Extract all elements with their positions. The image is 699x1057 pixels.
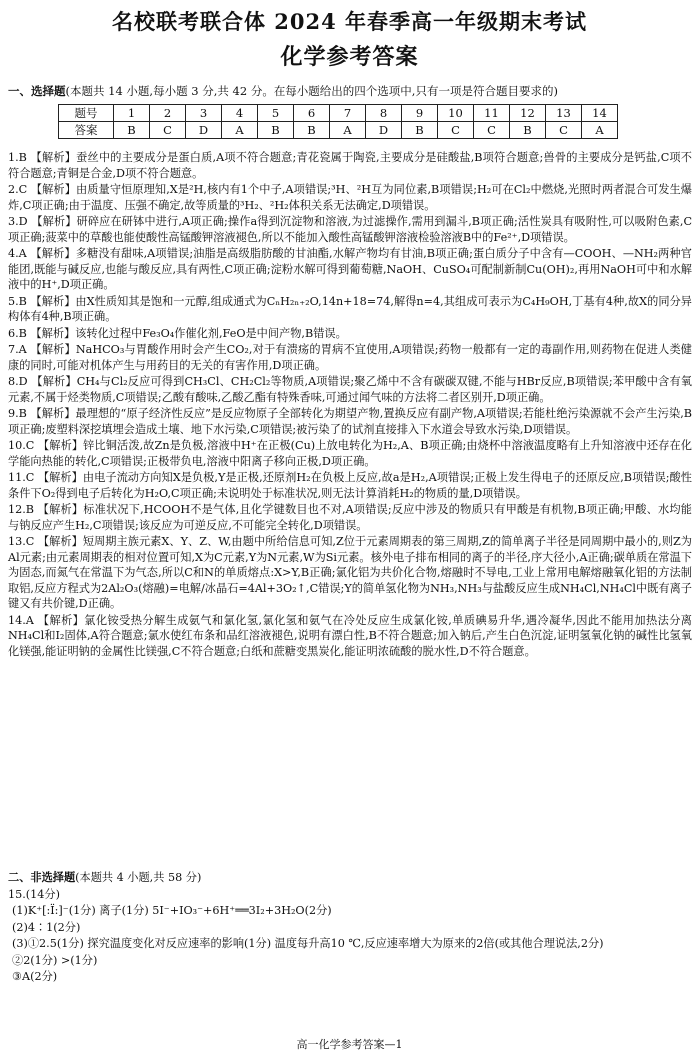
answer-table-number: 13	[546, 105, 582, 122]
question-15-answer-line: ③A(2分)	[12, 970, 58, 983]
explanation-item: 1.B 【解析】蚕丝中的主要成分是蛋白质,A项不符合题意;青花瓷属于陶瓷,主要成分是硅酸盐,B项符合题意;兽骨的主要成分是钙盐,C项不符合题意;青铜是合金,D项不符合题意。	[8, 151, 692, 180]
answer-table-answer: B	[114, 122, 150, 139]
answer-table-answer: D	[366, 122, 402, 139]
page-footer: 高一化学参考答案—1	[296, 1038, 403, 1051]
answer-table-number: 12	[510, 105, 546, 122]
explanation-item: 13.C 【解析】短周期主族元素X、Y、Z、W,由题中所给信息可知,Z位于元素周期表的第三周期,Z的简单离子半径是同周期中最小的,则Z为Al元素;由元素周期表的相对位置可知,X为C元素,Y为N元素,W为Si元素。核外电子排布相同的离子的半径,序大径小,A正确;碳单质在常温下为固态,而氮气在常温下为气态,所以C和N的单质熔点:X>Y,B正确;氯化铝为共价化合物,熔融时不导电,工业上常用电解熔融氧化铝的方法制取铝,反应方程式为2Al₂O₃(熔融)=电解/冰晶石=4Al+3O₂↑,C错误;Y的简单氢化物为NH₃,NH₃与盐酸反应生成NH₄Cl,NH₄Cl中既有离子键又有共价键,D正确。	[8, 535, 692, 610]
part1-note: (本题共 14 小题,每小题 3 分,共 42 分。在每小题给出的四个选项中,只有一项是符合题目要求的)	[65, 84, 558, 98]
explanation-item: 9.B 【解析】最理想的“原子经济性反应”是反应物原子全部转化为期望产物,置换反应有副产物,A项错误;若能杜绝污染源就不会产生污染,B项正确;废塑料深挖填埋会造成土壤、地下水污染,C项错误;被污染了的试剂直接排入下水道会导致水污染,D项错误。	[8, 407, 692, 436]
question-15-answer-line: (2)4∶1(2分)	[12, 920, 81, 934]
explanation-item: 8.D 【解析】CH₄与Cl₂反应可得到CH₃Cl、CH₂Cl₂等物质,A项错误;聚乙烯中不含有碳碳双键,不能与HBr反应,B项错误;苯甲酸中含有氧元素,不属于烃类物质,C项错误;乙酸有酸味,乙酸乙酯有特殊香味,可通过闻气味的方法将二者区别开,D项正确。	[8, 375, 692, 404]
explanation-item: 14.A 【解析】氯化铵受热分解生成氨气和氯化氢,氯化氢和氨气在冷处反应生成氯化铵,单质碘易升华,遇冷凝华,因此不能用加热法分离NH₄Cl和I₂固体,A符合题意;氯水使红布条和品红溶液褪色,说明有漂白性,B不符合题意;加入钠后,产生白色沉淀,证明氢氧化钠的碱性比氢氧化镁强,能证明钠的金属性比镁强,C不符合题意;白纸和蔗糖变黑炭化,能证明浓硫酸的脱水性,D不符合题意。	[8, 613, 692, 658]
answer-table-number: 11	[474, 105, 510, 122]
answer-table-number: 2	[150, 105, 186, 122]
answer-table-number-row	[59, 105, 618, 122]
answer-table-number: 9	[402, 105, 438, 122]
answer-table-answer: B	[510, 122, 546, 139]
question-15-title: 15.(14分)	[8, 887, 60, 901]
answer-table-row2-label: 答案	[59, 122, 114, 139]
part2-section	[8, 869, 692, 986]
answer-table-number: 14	[582, 105, 618, 122]
answer-table-number: 7	[330, 105, 366, 122]
explanation-item: 4.A 【解析】多糖没有甜味,A项错误;油脂是高级脂肪酸的甘油酯,水解产物均有甘油,B项正确;蛋白质分子中含有—COOH、—NH₂两种官能团,既能与碱反应,也能与酸反应,具有两性,C项正确;淀粉水解可得到葡萄糖,NaOH、CuSO₄可配制新制Cu(OH)₂,再用NaOH可中和水解液中的H⁺,D项正确。	[8, 247, 692, 291]
answer-table-number: 6	[294, 105, 330, 122]
answer-table-answer: B	[258, 122, 294, 139]
answer-table-answer: B	[402, 122, 438, 139]
explanation-item: 7.A 【解析】NaHCO₃与胃酸作用时会产生CO₂,对于有溃疡的胃病不宜使用,A项错误;药物一般都有一定的毒副作用,则药物在促进人类健康的同时,可能对机体产生与用药目的无关的有害作用,D项正确。	[8, 343, 692, 372]
answer-table-answer: A	[330, 122, 366, 139]
answer-table-answer-row	[59, 122, 618, 139]
answer-table-answer: A	[222, 122, 258, 139]
answer-table-number: 3	[186, 105, 222, 122]
answer-table-number: 4	[222, 105, 258, 122]
exam-title: 名校联考联合体 2024 年春季高一年级期末考试	[111, 9, 588, 34]
part2-heading: 二、非选择题	[8, 870, 76, 884]
document-subtitle: 化学参考答案	[280, 44, 419, 70]
part2-note: (本题共 4 小题,共 58 分)	[75, 871, 202, 884]
answer-table-number: 10	[438, 105, 474, 122]
explanation-item: 12.B 【解析】标准状况下,HCOOH不是气体,且化学键数目也不对,A项错误;反应中涉及的物质只有甲酸是有机物,B项正确;甲酸、水均能与钠反应产生H₂,C项错误;该反应为可逆反应,不可能完全转化,D项错误。	[8, 503, 692, 532]
answer-table-answer: D	[186, 122, 222, 139]
question-15-answer-line: ②2(1分) >(1分)	[12, 953, 98, 967]
answer-table-answer: A	[582, 122, 618, 139]
explanation-item: 10.C 【解析】锌比铜活泼,故Zn是负极,溶液中H⁺在正极(Cu)上放电转化为H₂,A、B项正确;由烧杯中溶液温度略有上升知溶液中还存在化学能向热能的转化,C项错误;正极带负电,溶液中阳离子移向正极,D项正确。	[8, 439, 692, 468]
answer-table-answer: C	[474, 122, 510, 139]
explanation-item: 5.B 【解析】由X性质知其是饱和一元醇,组成通式为CₙH₂ₙ₊₂O,14n+18=74,解得n=4,其组成可表示为C₄H₉OH,丁基有4种,故X的同分异构体有4种,B项正确。	[8, 294, 692, 323]
answer-table-number: 5	[258, 105, 294, 122]
choice-explanations	[8, 150, 692, 660]
part1-heading: 一、选择题	[8, 84, 66, 98]
answer-table-answer: B	[294, 122, 330, 139]
part2-heading-line	[8, 869, 692, 887]
explanation-item: 3.D 【解析】研碎应在研钵中进行,A项正确;操作a得到沉淀物和溶液,为过滤操作,需用到漏斗,B项正确;活性炭具有吸附性,可以吸附色素,C项正确;菠菜中的草酸也能使酸性高锰酸钾溶液褪色,所以不能加入酸性高锰酸钾溶液检验溶液B中的Fe²⁺,D项错误。	[8, 215, 692, 244]
explanation-item: 2.C 【解析】由质量守恒原理知,X是²H,核内有1个中子,A项错误;³H、²H互为同位素,B项错误;H₂可在Cl₂中燃烧,光照时两者混合可发生爆炸,C项正确;由于温度、压强不确定,故等质量的³H₂、²H₂体积关系无法确定,D项错误。	[8, 183, 692, 212]
answer-table-answer: C	[546, 122, 582, 139]
question-15-answer-line: (3)①2.5(1分) 探究温度变化对反应速率的影响(1分) 温度每升高10 ℃,反应速率增大为原来的2倍(或其他合理说法,2分)	[12, 937, 604, 950]
answer-table-number: 1	[114, 105, 150, 122]
part1-heading-line	[8, 84, 558, 99]
answer-table	[58, 104, 618, 139]
question-15-answer-line: (1)K⁺[:Ï:]⁻(1分) 离子(1分) 5I⁻+IO₃⁻+6H⁺══3I₂+3H₂O(2分)	[12, 904, 332, 917]
explanation-item: 11.C 【解析】由电子流动方向知X是负极,Y是正极,还原剂H₂在负极上反应,故a是H₂,A项错误;正极上发生得电子的还原反应,B项错误;酸性条件下O₂得到电子后转化为H₂O,C项正确;未说明处于标准状况,则无法计算消耗H₂的物质的量,D项错误。	[8, 471, 692, 500]
answer-table-answer: C	[438, 122, 474, 139]
answer-table-number: 8	[366, 105, 402, 122]
explanation-item: 6.B 【解析】该转化过程中Fe₃O₄作催化剂,FeO是中间产物,B错误。	[8, 326, 347, 340]
answer-table-row1-label: 题号	[59, 105, 114, 122]
answer-table-answer: C	[150, 122, 186, 139]
